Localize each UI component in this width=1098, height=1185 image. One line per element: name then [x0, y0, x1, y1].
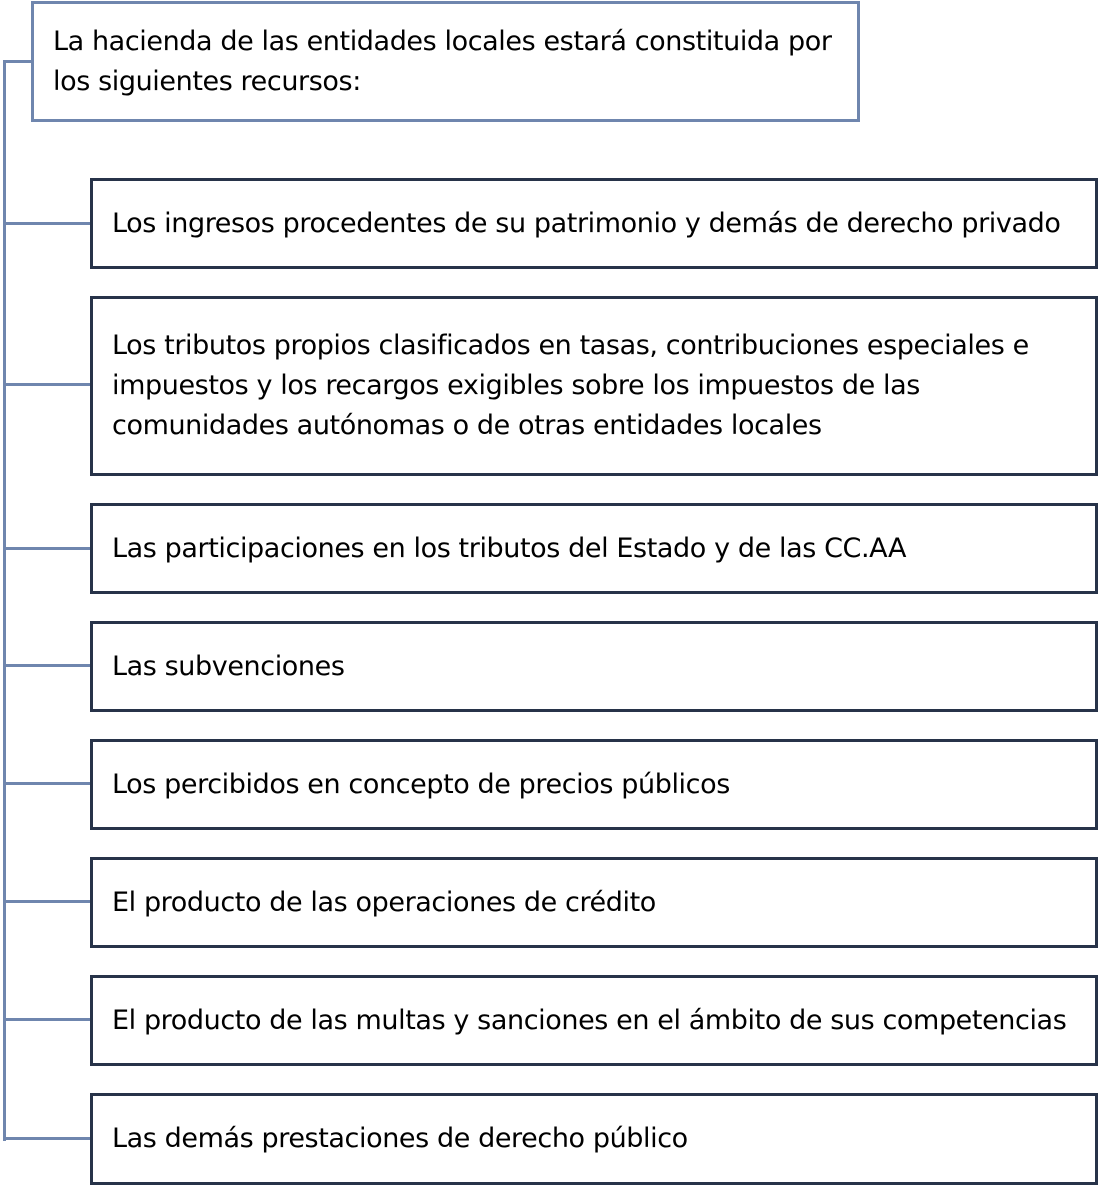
child-node-operaciones-credito — [90, 857, 1098, 948]
child-node-multas-sanciones — [90, 975, 1098, 1066]
child-node-label: Los tributos propios clasificados en tasas, contribuciones especiales e impuestos y los recargos exigibles sobre los impuestos de las comunidades autónomas o de otras entidades locales — [112, 330, 1029, 441]
root-connector — [3, 60, 34, 63]
child-node-tributos-propios — [90, 296, 1098, 476]
child-node-patrimonio — [90, 178, 1098, 269]
branch-connector-5 — [3, 782, 93, 785]
root-node — [31, 1, 860, 122]
branch-connector-7 — [3, 1018, 93, 1021]
branch-connector-1 — [3, 222, 93, 225]
branch-connector-4 — [3, 664, 93, 667]
child-node-label: Los ingresos procedentes de su patrimonio y demás de derecho privado — [112, 207, 1061, 239]
child-node-label: El producto de las multas y sanciones en el ámbito de sus competencias — [112, 1004, 1067, 1036]
branch-connector-8 — [3, 1137, 93, 1140]
child-node-label: Los percibidos en concepto de precios públicos — [112, 768, 730, 800]
child-node-label: El producto de las operaciones de crédito — [112, 886, 656, 918]
branch-connector-2 — [3, 383, 93, 386]
child-node-label: Las participaciones en los tributos del Estado y de las CC.AA — [112, 532, 907, 564]
root-node-label: La hacienda de las entidades locales estará constituida por los siguientes recursos: — [53, 25, 832, 97]
branch-connector-3 — [3, 547, 93, 550]
branch-connector-6 — [3, 900, 93, 903]
child-node-label: Las demás prestaciones de derecho público — [112, 1123, 688, 1154]
child-node-precios-publicos — [90, 739, 1098, 830]
child-node-participaciones — [90, 503, 1098, 594]
child-node-subvenciones — [90, 621, 1098, 712]
child-node-label: Las subvenciones — [112, 650, 345, 682]
child-node-demas-prestaciones — [90, 1093, 1098, 1185]
